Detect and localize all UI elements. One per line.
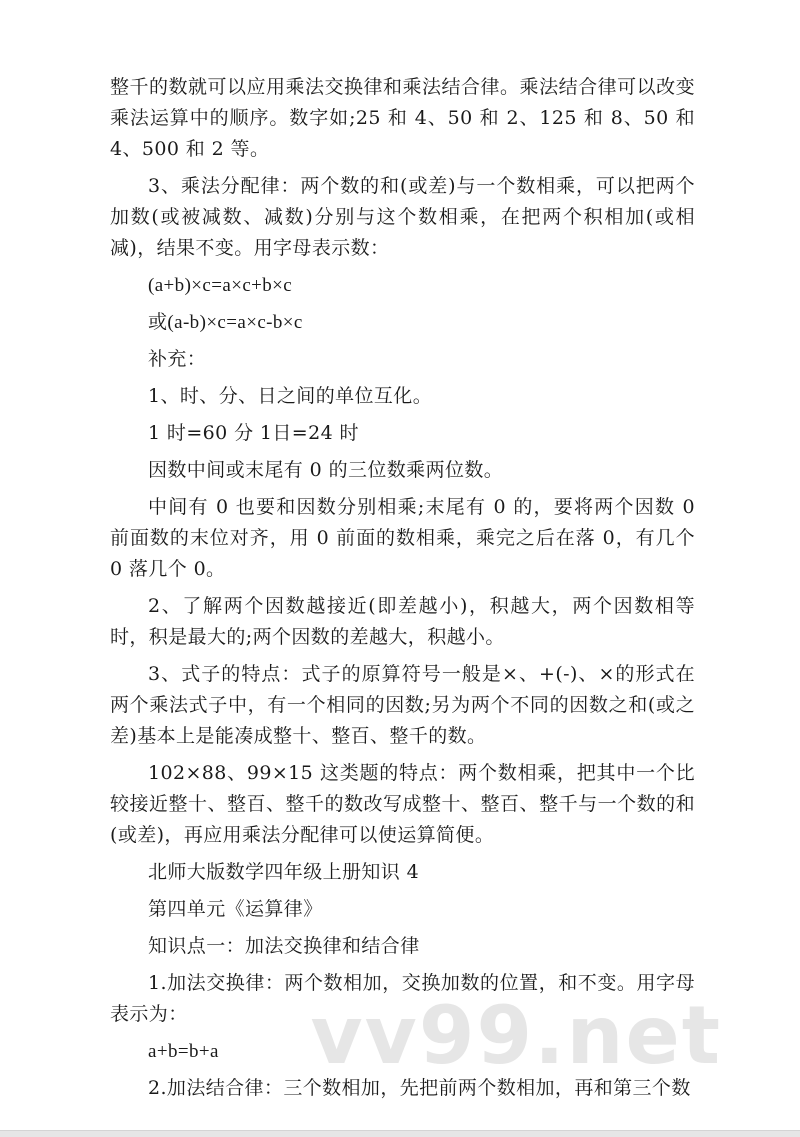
formula-addition-commutative: a+b=b+a: [148, 1041, 219, 1062]
paragraph-supplement-heading: 补充：: [148, 348, 207, 370]
paragraph-time-conversion: 1 时=60 分 1日=24 时: [148, 422, 359, 444]
paragraph-zero-alignment: 中间有 0 也要和因数分别相乘;末尾有 0 的，要将两个因数 0 前面数的末位对齐，用 0 前面的数相乘，乘完之后在落 0，有几个 0 落几个 0。: [110, 496, 695, 580]
paragraph-simplified-calculation: 102×88、99×15 这类题的特点：两个数相乘，把其中一个比较接近整十、整百、整千的数改写成整十、整百、整千与一个数的和(或差)，再应用乘法分配律可以使运算简便。: [110, 762, 695, 846]
paragraph-addition-commutative: 1.加法交换律：两个数相加，交换加数的位置，和不变。用字母表示为：: [110, 972, 695, 1025]
paragraph-addition-associative: 2.加法结合律：三个数相加，先把前两个数相加，再和第三个数: [148, 1077, 691, 1099]
paragraph-knowledge-point-one: 知识点一：加法交换律和结合律: [148, 935, 420, 957]
paragraph-unit-title: 第四单元《运算律》: [148, 898, 323, 920]
paragraph-factor-closeness: 2、了解两个因数越接近(即差越小)，积越大，两个因数相等时，积是最大的;两个因数的差越大，积越小。: [110, 595, 695, 648]
paragraph-distributive-law: 3、乘法分配律：两个数的和(或差)与一个数相乘，可以把两个加数(或被减数、减数)分别与这个数相乘，在把两个积相加(或相减)，结果不变。用字母表示数：: [110, 175, 695, 259]
document-body: [110, 72, 695, 1110]
paragraph-multiplication-laws-tail: 整千的数就可以应用乘法交换律和乘法结合律。乘法结合律可以改变乘法运算中的顺序。数字如;25 和 4、50 和 2、125 和 8、50 和 4、500 和 2 等。: [110, 76, 695, 160]
paragraph-zero-factor: 因数中间或末尾有 0 的三位数乘两位数。: [148, 459, 504, 481]
paragraph-section-title: 北师大版数学四年级上册知识 4: [148, 861, 420, 883]
paragraph-expression-features: 3、式子的特点：式子的原算符号一般是×、+(-)、×的形式在两个乘法式子中，有一个相同的因数;另为两个不同的因数之和(或之差)基本上是能凑成整十、整百、整千的数。: [110, 663, 695, 747]
watermark-text: vv99.net: [310, 989, 722, 1082]
formula-distributive-difference: 或(a-b)×c=a×c-b×c: [148, 312, 303, 333]
paragraph-time-units: 1、时、分、日之间的单位互化。: [148, 385, 433, 407]
formula-distributive-sum: (a+b)×c=a×c+b×c: [148, 275, 293, 296]
page-bottom-edge: [0, 1130, 800, 1137]
